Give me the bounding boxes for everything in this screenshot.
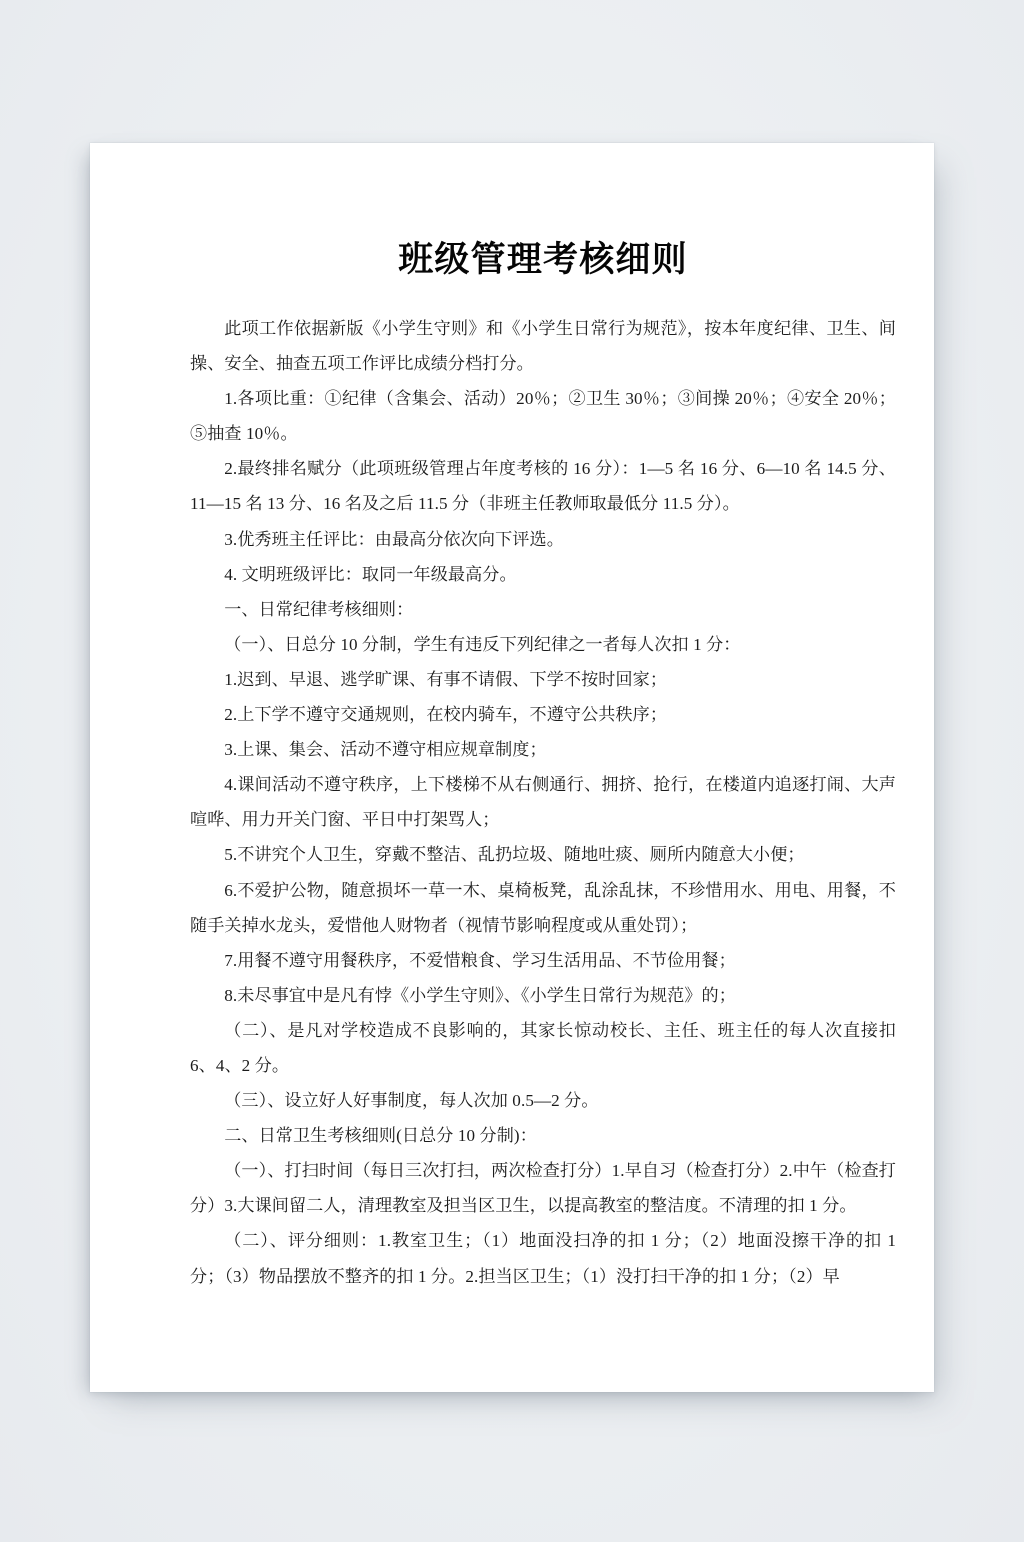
rule-discipline-3: 3.上课、集会、活动不遵守相应规章制度；: [224, 740, 547, 760]
heading-section-two: 二、日常卫生考核细则(日总分 10 分制)：: [224, 1126, 537, 1146]
rule-discipline-7: 7.用餐不遵守用餐秩序，不爱惜粮食、学习生活用品、不节俭用餐；: [224, 950, 736, 970]
rule-discipline-6: 6.不爱护公物，随意损坏一草一木、桌椅板凳，乱涂乱抹，不珍惜用水、用电、用餐，不随手关掉水龙头，爱惜他人财物者（视情节影响程度或从重处罚）；: [190, 880, 896, 935]
paragraph-intro: 此项工作依据新版《小学生守则》和《小学生日常行为规范》，按本年度纪律、卫生、间操、安全、抽查五项工作评比成绩分档打分。: [190, 319, 896, 374]
paragraph-item-4-class: 4. 文明班级评比：取同一年级最高分。: [224, 564, 517, 584]
subheading-two-a: （一）、打扫时间（每日三次打扫，两次检查打分）1.早自习（检查打分）2.中午（检查打分）3.大课间留二人，清理教室及担当区卫生，以提高教室的整洁度。不清理的扣 1 分。: [190, 1161, 896, 1216]
rule-discipline-1: 1.迟到、早退、逃学旷课、有事不请假、下学不按时回家；: [224, 669, 668, 689]
rule-discipline-4: 4.课间活动不遵守秩序，上下楼梯不从右侧通行、拥挤、抢行，在楼道内追逐打闹、大声喧哗、用力开关门窗、平日中打架骂人；: [190, 775, 896, 830]
rule-discipline-5: 5.不讲究个人卫生，穿戴不整洁、乱扔垃圾、随地吐痰、厕所内随意大小便；: [224, 845, 805, 865]
subheading-one-a: （一）、日总分 10 分制，学生有违反下列纪律之一者每人次扣 1 分：: [224, 634, 741, 654]
subheading-two-b: （二）、评分细则：1.教室卫生；（1）地面没扫净的扣 1 分；（2）地面没擦干净的扣 1 分；（3）物品摆放不整齐的扣 1 分。2.担当区卫生；（1）没打扫干净的扣 1 分；（2）早: [190, 1231, 896, 1286]
document-text-body: [190, 143, 896, 1294]
paragraph-item-2-ranking: 2.最终排名赋分（此项班级管理占年度考核的 16 分）：1—5 名 16 分、6—10 名 14.5 分、11—15 名 13 分、16 名及之后 11.5 分（非班主任教师取最低分 11.5 分）。: [190, 459, 896, 514]
heading-section-one: 一、日常纪律考核细则：: [224, 599, 414, 619]
rule-discipline-2: 2.上下学不遵守交通规则，在校内骑车，不遵守公共秩序；: [224, 705, 668, 725]
document-page: [90, 143, 934, 1392]
rule-discipline-8: 8.未尽事宜中是凡有悖《小学生守则》、《小学生日常行为规范》的；: [224, 985, 736, 1005]
subheading-one-b: （二）、是凡对学校造成不良影响的，其家长惊动校长、主任、班主任的每人次直接扣 6、4、2 分。: [190, 1020, 896, 1075]
paragraph-item-1-weights: 1.各项比重：①纪律（含集会、活动）20％；②卫生 30％；③间操 20％；④安全 20％；⑤抽查 10％。: [190, 389, 896, 444]
paragraph-item-3-teacher: 3.优秀班主任评比：由最高分依次向下评选。: [224, 529, 564, 549]
subheading-one-c: （三）、设立好人好事制度，每人次加 0.5—2 分。: [224, 1091, 599, 1111]
page-title: 班级管理考核细则: [398, 239, 688, 280]
